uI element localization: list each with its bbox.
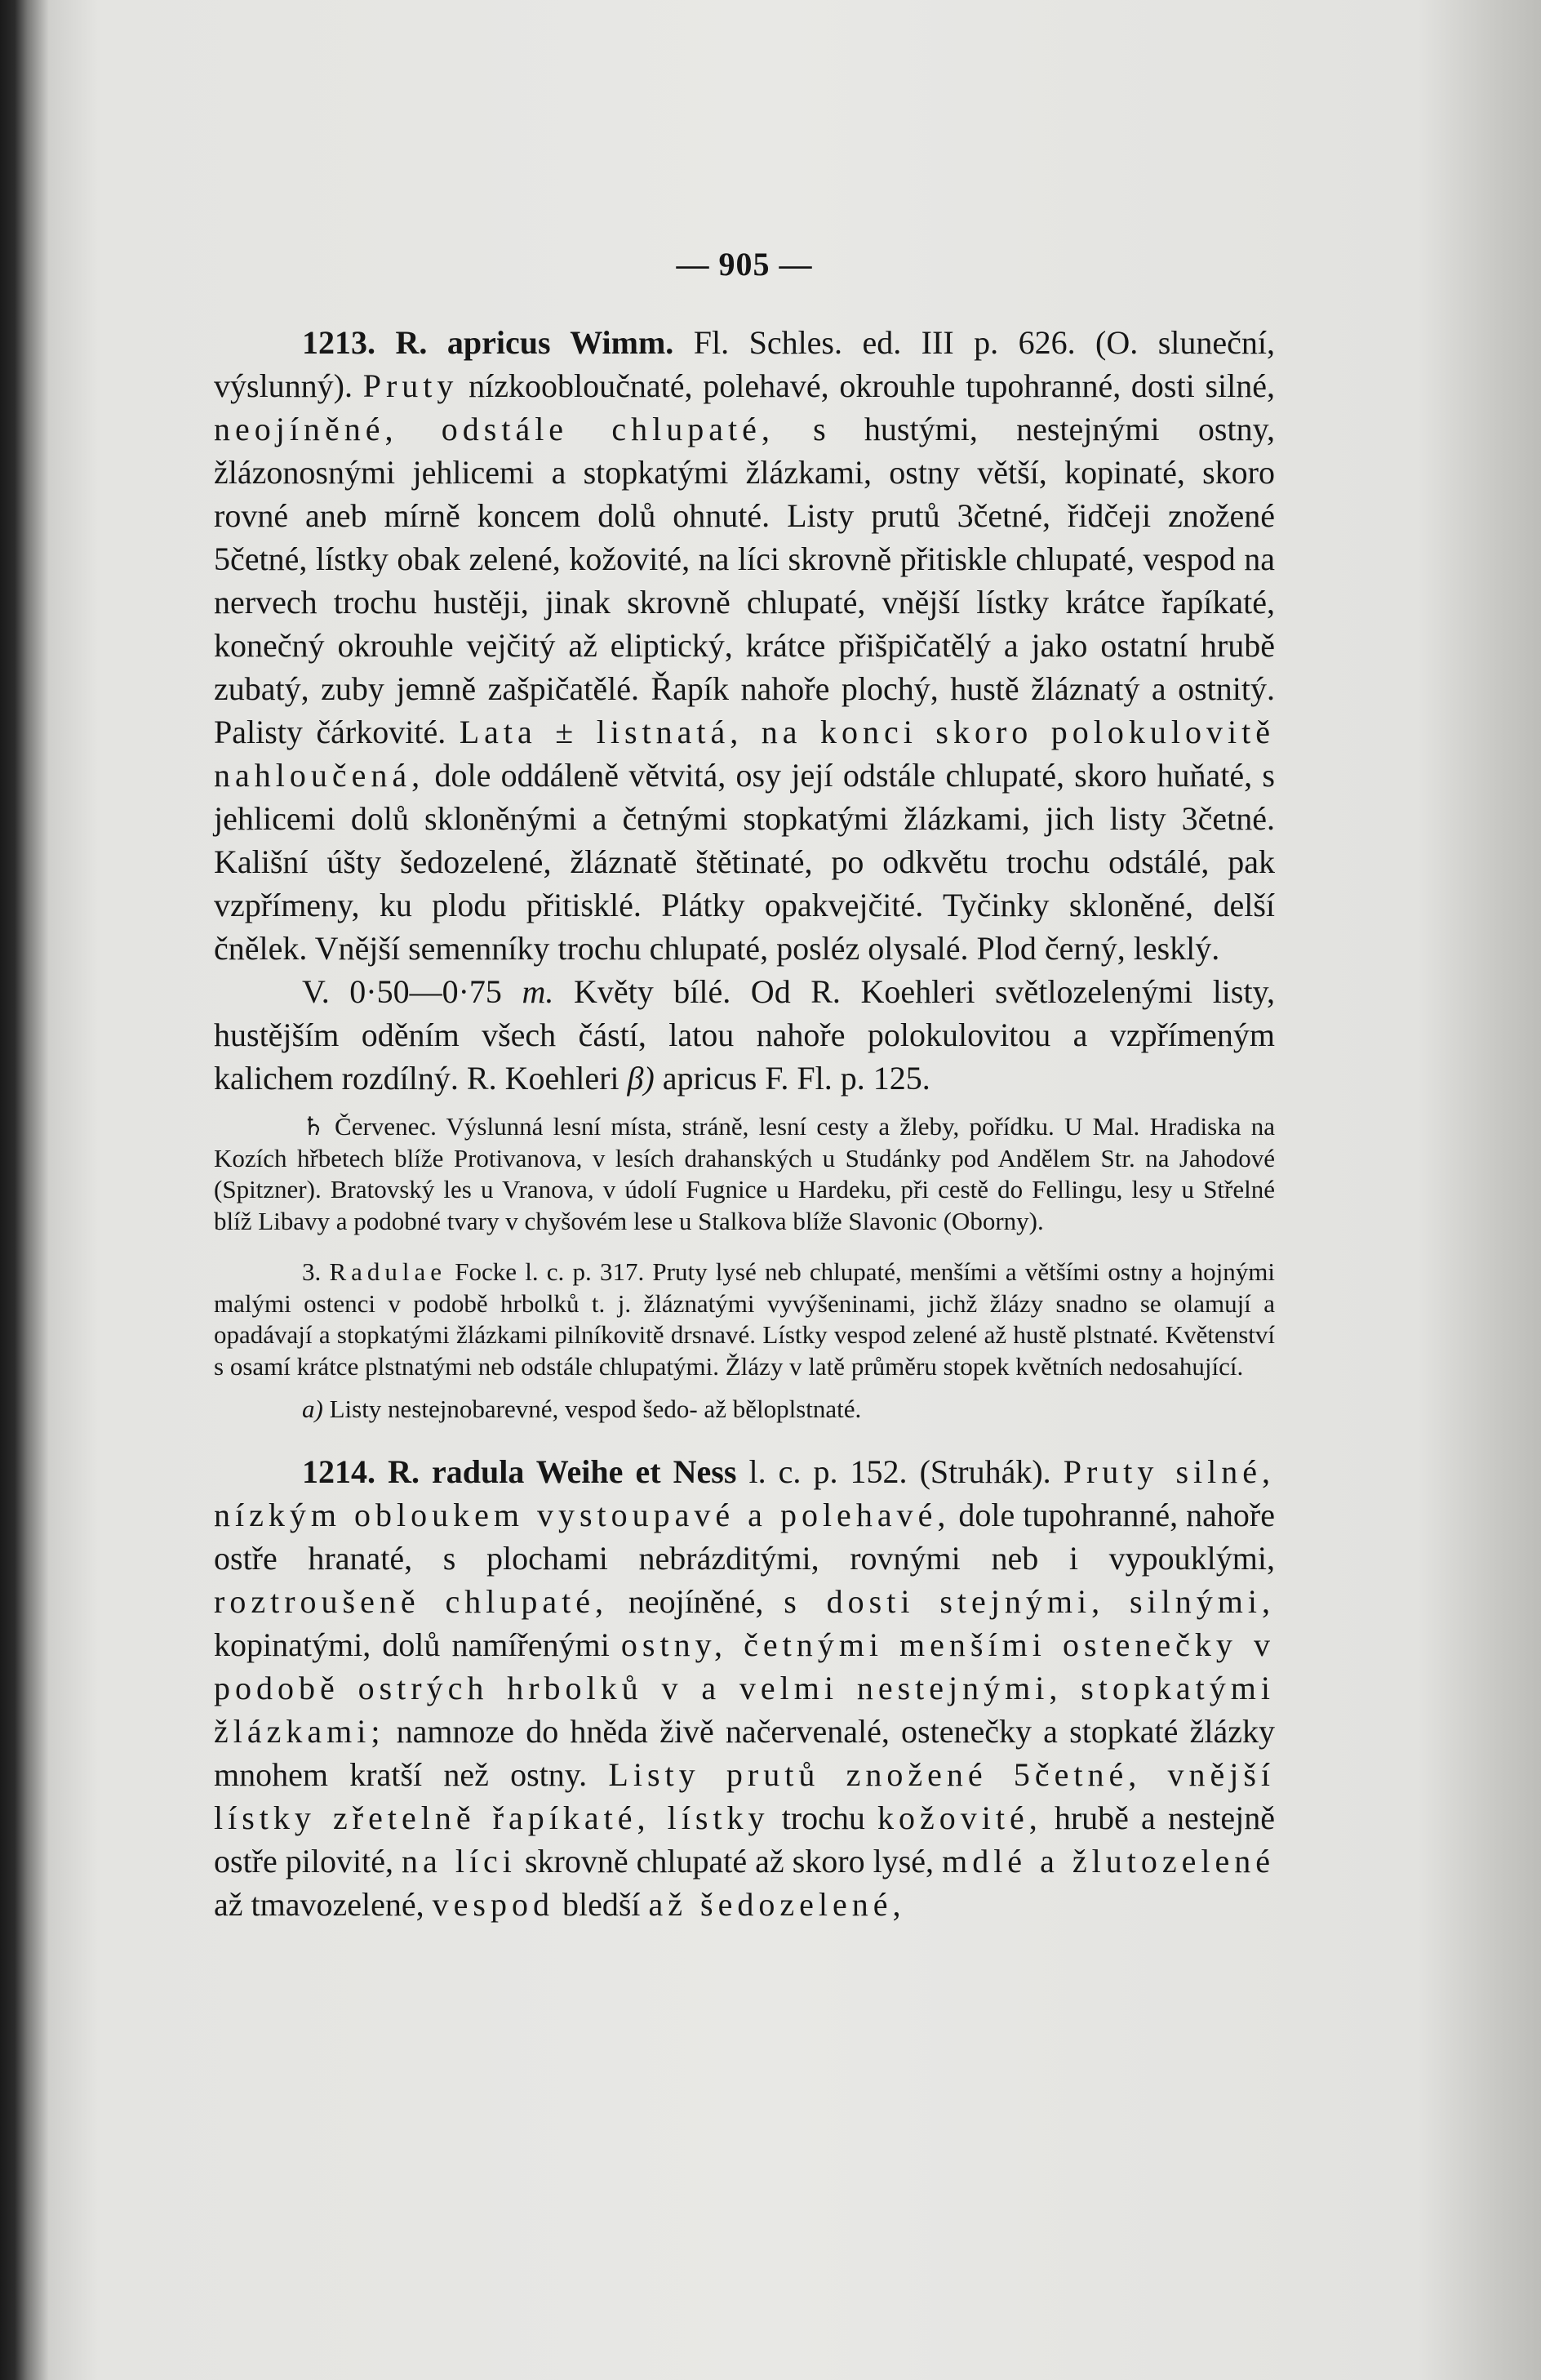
spaced-text: Pruty silné, nízkým obloukem vystoupavé a polehavé,: [214, 1452, 1276, 1533]
group-number: 3.: [302, 1257, 330, 1286]
description-text: bledší: [553, 1885, 649, 1923]
spaced-text: neojíněné, odstále chlupaté,: [214, 411, 775, 447]
description-text: dole oddáleně větvitá, osy její odstále chlupaté, skoro huňaté, s jehlicemi dolů skloněnými a četnými stopkatými žlázkami, jich listy 3četné. Kališní úšty šedozelené, žláznatě štětinaté, po odkvětu trochu odstálé, pak vzpřímeny, ku plodu přitisklé. Plátky opakvejčité. Tyčinky skloněné, delší čnělek. Vnější semenníky trochu chlupaté, posléz olysalé. Plod černý, lesklý.: [214, 757, 1275, 967]
description-text: trochu: [769, 1799, 877, 1836]
group-name: Radulae: [329, 1257, 447, 1286]
height-text: V. 0·50—0·75: [302, 973, 522, 1010]
species-name: apricus Wimm.: [446, 324, 674, 361]
page-body: [214, 245, 1275, 1926]
locality-paragraph: ♄ Červenec. Výslunná lesní místa, stráně, lesní cesty a žleby, pořídku. U Mal. Hradiska na Kozích hřbetech blíže Protivanova, v lesích drahanských u Studánky pod Andělem Str. na Jahodové (Spitzner). Bratovský les u Vranova, v údolí Fugnice u Hardeku, při cestě do Fellingu, lesy u Střelné blíž Libavy a podobné tvary v chyšovém lese u Stalkova blíže Slavonic (Oborny).: [214, 1112, 1275, 1235]
subgroup-text: Listy nestejnobarevné, vespod šedo- až běloplstnaté.: [322, 1395, 862, 1423]
description-text: s hustými, nestejnými ostny, žlázonosnými jehlicemi a stopkatými žlázkami, ostny větší, kopinaté, skoro rovné aneb mírně koncem dolů ohnuté. Listy prutů 3četné, řidčeji znožené 5četné, lístky obak zelené, kožovité, na líci skrovně přitiskle chlupaté, vespod na nervech trochu hustěji, jinak skrovně chlupaté, vnější lístky krátce řapíkaté, konečný okrouhle vejčitý až eliptický, krátce přišpičatělý a jako ostatní hrubě zubatý, zuby jemně zašpičatělé. Řapík nahoře plochý, hustě žláznatý a ostnitý. Palisty čárkovité.: [214, 411, 1275, 750]
unit-meter: m.: [522, 973, 554, 1010]
entry-1213: [214, 321, 1275, 970]
spaced-text: mdlé a žlutozelené: [942, 1842, 1275, 1880]
page-number: — 905 —: [676, 246, 813, 282]
description-text: až tmavozelené,: [214, 1885, 433, 1923]
description-text: nízkoobloučnaté, polehavé, okrouhle tupohranné, dosti silné,: [458, 367, 1276, 404]
spaced-text: ostny, četnými menšími ostenečky v podobě ostrých hrbolků v a velmi nestejnými, stopkatými žlázkami;: [214, 1626, 1275, 1750]
variety-label: β): [627, 1060, 655, 1097]
description-text: neojíněné,: [607, 1582, 784, 1620]
description-text: hrubě a nestejně ostře pilovité,: [214, 1799, 1275, 1880]
genus-abbrev: R.: [388, 1452, 420, 1490]
spaced-text: Pruty: [362, 367, 459, 404]
literature-reference: Fl. Schles. ed. III p. 626. (O. sluneční, výslunný).: [214, 324, 1276, 404]
spaced-text: Lata ± listnatá, na konci skoro polokulovitě nahloučená,: [214, 714, 1276, 794]
subgroup-label: a): [302, 1395, 323, 1423]
literature-reference: l. c. p. 152. (Struhák).: [736, 1452, 1064, 1490]
group-radulae: [214, 1257, 1275, 1382]
description-text: namnoze do hněda živě načervenalé, ostenečky a stopkaté žlázky mnohem kratší než ostny.: [214, 1712, 1275, 1793]
comparison-text: Květy bílé. Od R. Koehleri světlozelenými listy, hustějším oděním všech částí, latou nahoře polokulovitou a vzpřímeným kalichem rozdílný. R. Koehleri: [214, 973, 1276, 1097]
entry-1213-notes: [214, 970, 1275, 1100]
spaced-text: až šedozelené,: [648, 1885, 906, 1923]
group-description: Focke l. c. p. 317. Pruty lysé neb chlupaté, menšími a většími ostny a hojnými malými ostenci v podobě hrbolků t. j. žláznatými vyvýšeninami, jichž žlázy snadno se olamují a opadávají a stopkatými žlázkami pilníkovitě drsnavé. Lístky vespod zelené až hustě plstnaté. Květenství s osamí krátce plstnatými neb odstále chlupatými. Žlázy v latě průměru stopek květních nedosahující.: [214, 1257, 1276, 1381]
entry-number: 1214.: [302, 1452, 375, 1490]
species-name: radula Weihe et Ness: [432, 1452, 737, 1490]
spaced-text: roztroušeně chlupaté,: [214, 1582, 608, 1620]
description-text: dole tupohranné, nahoře ostře hranaté, s plochami nebrázditými, rovnými neb i vypouklými,: [214, 1496, 1275, 1577]
subgroup-a: [214, 1394, 1275, 1426]
genus-abbrev: R.: [395, 324, 428, 361]
spaced-text: Listy prutů znožené 5četné, vnější lístky zřetelně řapíkaté, lístky: [214, 1755, 1275, 1836]
entry-1214: [214, 1450, 1275, 1926]
spaced-text: na líci: [402, 1842, 517, 1880]
description-text: kopinatými, dolů namířenými: [214, 1626, 621, 1663]
synonym-text: apricus F. Fl. p. 125.: [654, 1060, 930, 1097]
spaced-text: vespod: [432, 1885, 554, 1923]
spaced-text: s dosti stejnými, silnými,: [784, 1582, 1275, 1620]
description-text: skrovně chlupaté až skoro lysé,: [516, 1842, 943, 1880]
spaced-text: kožovité,: [877, 1799, 1042, 1836]
entry-number: 1213.: [302, 324, 375, 361]
